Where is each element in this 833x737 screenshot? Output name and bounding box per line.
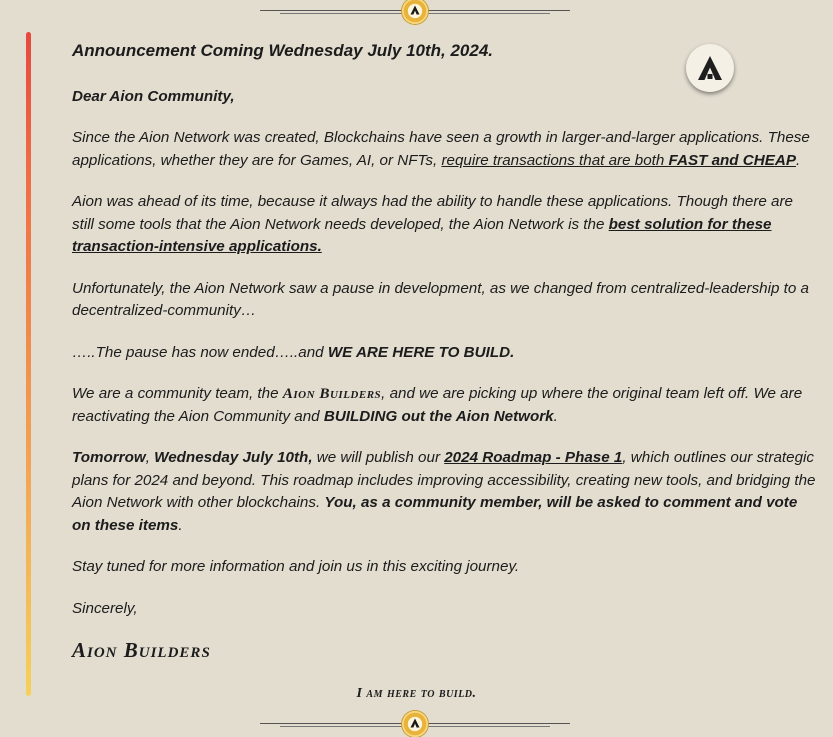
bottom-ornamental-divider: [260, 711, 570, 737]
paragraph-pause: Unfortunately, the Aion Network saw a pause in development, as we changed from centralized-leadership to a decentralized-community…: [72, 279, 810, 319]
closing: Sincerely,: [72, 599, 138, 617]
signature: Aion Builders: [72, 638, 211, 662]
paragraph-stay-tuned: Stay tuned for more information and join us in this exciting journey.: [72, 558, 520, 575]
best-solution-link[interactable]: best solution for these transaction-intensive applications.: [72, 215, 772, 255]
roadmap-link[interactable]: 2024 Roadmap - Phase 1: [444, 449, 623, 466]
medallion-ornament-icon: [402, 0, 428, 24]
paragraph-here-to-build: …..The pause has now ended…..and WE ARE HERE TO BUILD.: [72, 343, 515, 361]
tagline: I am here to build.: [356, 686, 477, 701]
fast-cheap-link[interactable]: require transactions that are both FAST and CHEAP: [441, 151, 796, 169]
brand-name: Aion Builders: [282, 385, 382, 402]
paragraph-community-team: We are a community team, the Aion Builders, and we are picking up where the original team left off. We are reactivating the Aion Community and BUILDING out the Aion Network.: [72, 385, 803, 425]
announcement-body: [72, 40, 817, 681]
paragraph-ahead-of-time: Aion was ahead of its time, because it always had the ability to handle these applications. Though there are still some tools that the Aion Network needs developed, the Aion Network is the best solution for these transaction-intensive applications.: [72, 193, 794, 255]
announcement-heading: Announcement Coming Wednesday July 10th, 2024.: [72, 41, 494, 60]
paragraph-growth: Since the Aion Network was created, Blockchains have seen a growth in larger-and-larger applications. These applications, whether they are for Games, AI, or NFTs, require transactions that are both FAST and CHEAP.: [72, 129, 810, 169]
gradient-side-bar: [26, 32, 31, 696]
salutation: Dear Aion Community,: [72, 87, 235, 105]
medallion-ornament-icon: [402, 711, 428, 737]
top-ornamental-divider: [260, 0, 570, 24]
paragraph-roadmap: Tomorrow, Wednesday July 10th, we will publish our 2024 Roadmap - Phase 1, which outlines our strategic plans for 2024 and beyond. This roadmap includes improving accessibility, creating new tools, and bridging the Aion Network with other blockchains. You, as a community member, will be asked to comment and vote on these items.: [72, 449, 816, 534]
